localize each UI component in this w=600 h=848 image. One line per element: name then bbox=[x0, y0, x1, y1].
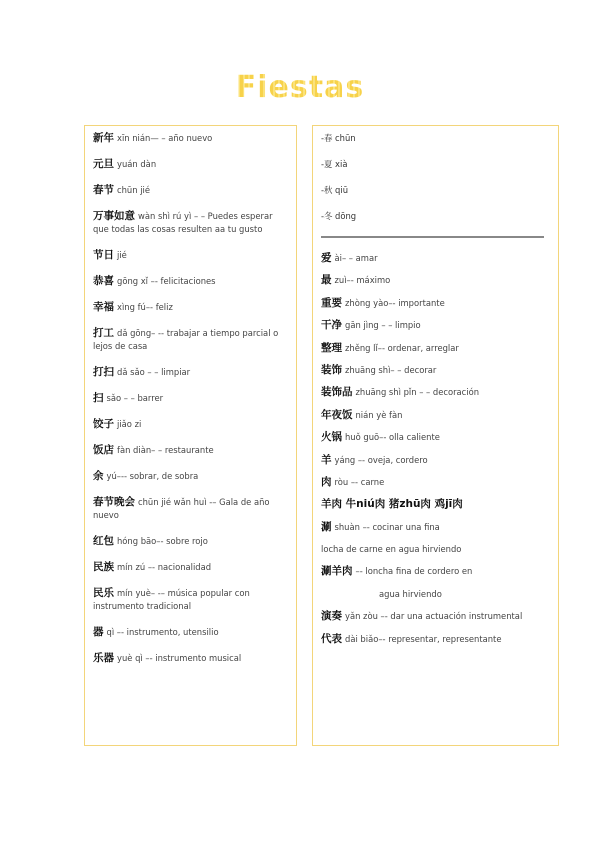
vocab-entry bbox=[93, 626, 288, 639]
vocab-entry bbox=[93, 418, 288, 431]
chinese-term: 羊 bbox=[321, 453, 332, 466]
chinese-term: 春节 bbox=[93, 184, 114, 196]
chinese-term: 火锅 bbox=[321, 431, 342, 444]
vocab-entry bbox=[93, 158, 288, 171]
chinese-term: 羊肉 牛niú肉 猪zhū肉 鸡jī肉 bbox=[321, 498, 463, 511]
chinese-term: 最 bbox=[321, 274, 332, 287]
pinyin-translation: ròu –- carne bbox=[334, 476, 385, 487]
vocab-entry bbox=[93, 587, 288, 613]
vocab-entry bbox=[93, 327, 288, 353]
pinyin-translation: zhuāng shì– – decorar bbox=[345, 364, 437, 375]
pinyin-translation: gōng xǐ –- felicitaciones bbox=[117, 276, 216, 286]
chinese-term: 代表 bbox=[321, 632, 342, 645]
vocab-entry bbox=[321, 521, 550, 534]
pinyin-translation: dǎ sǎo – – limpiar bbox=[117, 367, 191, 377]
right-vocab-list bbox=[321, 252, 550, 646]
pinyin-translation: nián yè fàn bbox=[355, 409, 403, 420]
vocab-entry bbox=[321, 543, 550, 556]
pinyin-translation: zhuāng shì pǐn – – decoración bbox=[355, 387, 480, 398]
divider bbox=[321, 236, 544, 238]
chinese-term: 整理 bbox=[321, 341, 342, 354]
pinyin-translation: yuán dàn bbox=[117, 159, 157, 169]
vocab-entry bbox=[93, 132, 288, 145]
chinese-term: 余 bbox=[93, 470, 104, 482]
pinyin-translation: yáng –- oveja, cordero bbox=[334, 454, 428, 465]
pinyin-translation: shuàn –- cocinar una fina bbox=[334, 521, 440, 532]
vocab-entry bbox=[93, 444, 288, 457]
pinyin-translation: yú–-- sobrar, de sobra bbox=[106, 471, 199, 481]
season-item: -夏 xià bbox=[321, 159, 348, 169]
vocab-entry bbox=[93, 275, 288, 288]
chinese-term: 春节晚会 bbox=[93, 496, 135, 508]
vocab-entry bbox=[321, 454, 550, 467]
vocab-entry bbox=[321, 274, 550, 287]
chinese-term: 肉 bbox=[321, 475, 332, 488]
vocab-entry bbox=[321, 498, 550, 511]
vocab-entry bbox=[93, 470, 288, 483]
pinyin-translation: fàn diàn– – restaurante bbox=[117, 445, 214, 455]
chinese-term: 民乐 bbox=[93, 587, 114, 599]
pinyin-translation: zuì–- máximo bbox=[334, 275, 391, 286]
vocab-entry bbox=[321, 610, 550, 623]
vocab-entry bbox=[93, 496, 288, 522]
vocab-entry bbox=[321, 588, 550, 601]
pinyin-translation: yuè qì –- instrumento musical bbox=[117, 653, 242, 663]
pinyin-translation: yǎn zòu –- dar una actuación instrumental bbox=[345, 611, 523, 622]
vocab-entry bbox=[321, 431, 550, 444]
chinese-term: 万事如意 bbox=[93, 210, 135, 222]
pinyin-translation: locha de carne en agua hirviendo bbox=[321, 544, 462, 555]
pinyin-translation: huǒ guō–- olla caliente bbox=[345, 432, 440, 443]
chinese-term: 民族 bbox=[93, 561, 114, 573]
pinyin-translation: ài– – amar bbox=[334, 253, 378, 263]
vocab-entry bbox=[321, 386, 550, 399]
pinyin-translation: xìng fú–- feliz bbox=[117, 302, 173, 312]
vocab-entry bbox=[321, 252, 550, 265]
pinyin-translation: sǎo – – barrer bbox=[106, 393, 164, 403]
pinyin-translation: chūn jié wǎn huì -– Gala de año nuevo bbox=[93, 497, 270, 520]
seasons-list bbox=[321, 132, 550, 223]
chinese-term: 装饰品 bbox=[321, 386, 353, 399]
vocab-entry bbox=[321, 297, 550, 310]
vocab-entry bbox=[321, 364, 550, 377]
vocab-entry bbox=[93, 392, 288, 405]
chinese-term: 元旦 bbox=[93, 158, 114, 170]
chinese-term: 幸福 bbox=[93, 301, 114, 313]
pinyin-translation: qì –- instrumento, utensilio bbox=[106, 627, 219, 637]
chinese-term: 打扫 bbox=[93, 366, 114, 378]
page-title: Fiestas bbox=[0, 70, 600, 105]
chinese-term: 新年 bbox=[93, 132, 114, 144]
pinyin-translation: zhòng yào–- importante bbox=[345, 297, 445, 308]
chinese-term: 饺子 bbox=[93, 418, 114, 430]
season-item: -春 chūn bbox=[321, 133, 356, 143]
right-vocab-column bbox=[312, 125, 559, 746]
vocab-entry bbox=[93, 184, 288, 197]
vocab-entry bbox=[93, 366, 288, 379]
pinyin-translation: xīn nián— – año nuevo bbox=[117, 133, 213, 143]
chinese-term: 爱 bbox=[321, 252, 332, 264]
season-item: -秋 qiū bbox=[321, 185, 349, 195]
vocab-entry bbox=[93, 210, 288, 236]
chinese-term: 涮 bbox=[321, 520, 332, 533]
pinyin-translation: wàn shì rú yì – – Puedes esperar que todas las cosas resulten aa tu gusto bbox=[93, 211, 273, 234]
pinyin-translation: agua hirviendo bbox=[379, 588, 442, 599]
vocab-entry bbox=[93, 652, 288, 665]
pinyin-translation: gān jìng – – limpio bbox=[345, 320, 421, 331]
chinese-term: 年夜饭 bbox=[321, 408, 353, 421]
pinyin-translation: dài biǎo–- representar, representante bbox=[345, 633, 502, 644]
chinese-term: 涮羊肉 bbox=[321, 565, 353, 578]
season-item: -冬 dōng bbox=[321, 211, 357, 221]
pinyin-translation: mín zú –- nacionalidad bbox=[117, 562, 212, 572]
left-vocab-column bbox=[84, 125, 297, 746]
chinese-term: 恭喜 bbox=[93, 275, 114, 287]
vocab-entry bbox=[321, 633, 550, 646]
vocab-entry bbox=[321, 319, 550, 332]
chinese-term: 干净 bbox=[321, 319, 342, 332]
vocab-entry bbox=[93, 249, 288, 262]
chinese-term: 器 bbox=[93, 626, 104, 638]
vocab-entry bbox=[93, 535, 288, 548]
chinese-term: 饭店 bbox=[93, 444, 114, 456]
chinese-term: 乐器 bbox=[93, 652, 114, 664]
vocab-entry bbox=[321, 409, 550, 422]
chinese-term: 装饰 bbox=[321, 363, 342, 376]
chinese-term: 扫 bbox=[93, 392, 104, 404]
pinyin-translation: jiǎo zi bbox=[117, 419, 142, 429]
pinyin-translation: –- loncha fina de cordero en bbox=[355, 566, 473, 577]
pinyin-translation: jié bbox=[117, 250, 127, 260]
pinyin-translation: mín yuè– -– música popular con instrumento tradicional bbox=[93, 588, 250, 611]
chinese-term: 节日 bbox=[93, 249, 114, 261]
pinyin-translation: zhěng lǐ–- ordenar, arreglar bbox=[345, 342, 459, 353]
pinyin-translation: hóng bāo–- sobre rojo bbox=[117, 536, 208, 546]
chinese-term: 重要 bbox=[321, 296, 342, 309]
chinese-term: 打工 bbox=[93, 327, 114, 339]
chinese-term: 红包 bbox=[93, 535, 114, 547]
vocab-entry bbox=[93, 301, 288, 314]
vocab-entry bbox=[321, 565, 550, 578]
chinese-term: 演奏 bbox=[321, 610, 342, 623]
pinyin-translation: dǎ gōng– -- trabajar a tiempo parcial o lejos de casa bbox=[93, 328, 279, 351]
vocab-entry bbox=[321, 342, 550, 355]
vocab-entry bbox=[321, 476, 550, 489]
vocab-entry bbox=[93, 561, 288, 574]
pinyin-translation: chūn jié bbox=[117, 185, 150, 195]
